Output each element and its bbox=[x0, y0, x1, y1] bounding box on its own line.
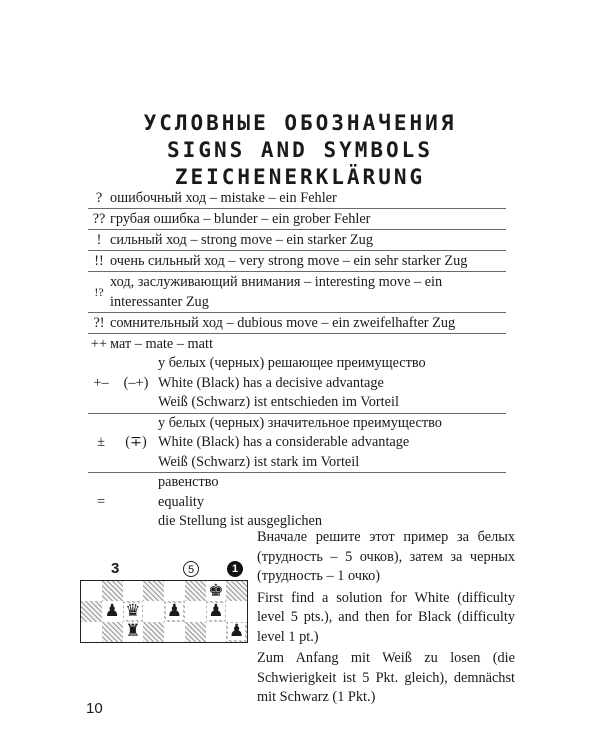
board-square bbox=[123, 581, 144, 601]
board-square bbox=[123, 622, 144, 642]
evaluation-line-en: White (Black) has a decisive advantage bbox=[158, 374, 384, 391]
board-square bbox=[164, 622, 185, 642]
sign-symbol: ?? bbox=[92, 211, 106, 227]
sign-row bbox=[88, 272, 506, 313]
evaluation-line-de: Weiß (Schwarz) ist stark im Vorteil bbox=[158, 453, 360, 470]
sign-row bbox=[88, 188, 506, 209]
sign-symbol: ? bbox=[95, 190, 103, 206]
sign-row bbox=[88, 334, 506, 354]
title-english: SIGNS AND SYMBOLS bbox=[167, 138, 433, 162]
evaluation-symbol: ± bbox=[97, 434, 105, 450]
evaluation-row bbox=[88, 473, 506, 532]
title-block bbox=[0, 110, 600, 191]
sign-description: мат – mate – matt bbox=[110, 336, 213, 352]
black-pawn-icon: ♟ bbox=[208, 600, 224, 621]
evaluation-line-de: Weiß (Schwarz) ist entschieden im Vorteil bbox=[158, 394, 399, 410]
diagram-labels bbox=[80, 560, 248, 580]
evaluation-symbol: = bbox=[96, 493, 106, 510]
board-square bbox=[81, 622, 102, 642]
evaluation-line-en: equality bbox=[158, 493, 205, 510]
black-pawn-icon: ♟ bbox=[104, 600, 120, 621]
board-square bbox=[164, 601, 185, 621]
puzzle-instructions bbox=[257, 528, 515, 710]
black-pawn-icon: ♟ bbox=[229, 621, 245, 642]
page-number: 10 bbox=[86, 700, 103, 717]
board-square bbox=[102, 622, 123, 642]
evaluation-line-en: White (Black) has a considerable advantage bbox=[158, 434, 410, 450]
sign-symbol: ?! bbox=[93, 315, 105, 331]
board-square bbox=[123, 601, 144, 621]
evaluation-line-de: die Stellung ist ausgeglichen bbox=[158, 513, 322, 529]
board-square bbox=[102, 581, 123, 601]
board-square bbox=[102, 601, 123, 621]
sign-symbol: !? bbox=[94, 285, 104, 299]
sign-description: ошибочный ход – mistake – ein Fehler bbox=[110, 190, 337, 206]
evaluation-lines bbox=[158, 473, 322, 532]
evaluation-lines bbox=[158, 354, 426, 413]
sign-symbol: ! bbox=[96, 232, 102, 248]
board-square bbox=[185, 601, 206, 621]
board-square bbox=[143, 581, 164, 601]
instruction-de: Zum Anfang mit Weiß zu losen (die Schwierigkeit ist 5 Pkt. gleich), demnächst mit Schwarz (1 Pkt.) bbox=[257, 650, 515, 705]
evaluation-alt-symbol: (–+) bbox=[123, 374, 149, 391]
chess-board bbox=[80, 580, 248, 643]
board-square bbox=[206, 622, 227, 642]
board-square bbox=[206, 581, 227, 601]
board-square bbox=[81, 581, 102, 601]
title-german: ZEICHENERKLÄRUNG bbox=[174, 165, 426, 189]
board-square bbox=[185, 581, 206, 601]
evaluations-table bbox=[88, 354, 506, 532]
evaluation-row bbox=[88, 414, 506, 474]
sign-row bbox=[88, 251, 506, 272]
instruction-en: First find a solution for White (difficulty level 5 pts.), and then for Black (difficulty level 1 pt.) bbox=[257, 589, 515, 645]
sign-description: ход, заслуживающий внимания – interesting move – ein interessanter Zug bbox=[110, 274, 443, 310]
sign-description: очень сильный ход – very strong move – ein sehr starker Zug bbox=[110, 253, 468, 269]
black-pawn-icon: ♟ bbox=[166, 600, 182, 621]
board-square bbox=[164, 581, 185, 601]
sign-row bbox=[88, 313, 506, 334]
sign-description: сильный ход – strong move – ein starker Zug bbox=[110, 232, 373, 248]
board-square bbox=[185, 622, 206, 642]
sign-row bbox=[88, 209, 506, 230]
board-square bbox=[81, 601, 102, 621]
board-square bbox=[226, 622, 247, 642]
evaluation-row bbox=[88, 354, 506, 414]
sign-symbol: !! bbox=[94, 253, 104, 269]
board-square bbox=[143, 601, 164, 621]
evaluation-line-ru: у белых (черных) решающее преимущество bbox=[158, 355, 426, 371]
sign-description: сомнительный ход – dubious move – ein zweifelhafter Zug bbox=[110, 315, 456, 331]
sign-description: грубая ошибка – blunder – ein grober Fehler bbox=[110, 211, 371, 227]
evaluation-lines bbox=[158, 414, 442, 473]
evaluation-alt-symbol bbox=[114, 473, 158, 532]
black-rook-icon: ♜ bbox=[125, 621, 141, 642]
evaluation-alt-symbol: (∓) bbox=[125, 434, 147, 450]
signs-table bbox=[88, 188, 506, 354]
black-king-icon: ♚ bbox=[208, 580, 224, 601]
board-square bbox=[226, 601, 247, 621]
board-square bbox=[226, 581, 247, 601]
evaluation-line-ru: равенство bbox=[158, 474, 219, 490]
black-difficulty-badge: 1 bbox=[227, 561, 243, 577]
chess-diagram bbox=[80, 560, 248, 643]
sign-symbol: ++ bbox=[90, 336, 108, 352]
board-square bbox=[206, 601, 227, 621]
black-queen-icon: ♛ bbox=[125, 600, 141, 621]
evaluation-line-ru: у белых (черных) значительное преимущество bbox=[158, 414, 442, 431]
sign-row bbox=[88, 230, 506, 251]
puzzle-number: 3 bbox=[111, 560, 120, 577]
title-russian: УСЛОВНЫЕ ОБОЗНАЧЕНИЯ bbox=[143, 111, 457, 135]
evaluation-symbol: +– bbox=[93, 374, 109, 391]
board-square bbox=[143, 622, 164, 642]
white-difficulty-badge: 5 bbox=[183, 561, 199, 577]
instruction-ru: Вначале решите этот пример за белых (трудность – 5 очков), затем за черных (трудность – 1 очко) bbox=[257, 529, 515, 584]
